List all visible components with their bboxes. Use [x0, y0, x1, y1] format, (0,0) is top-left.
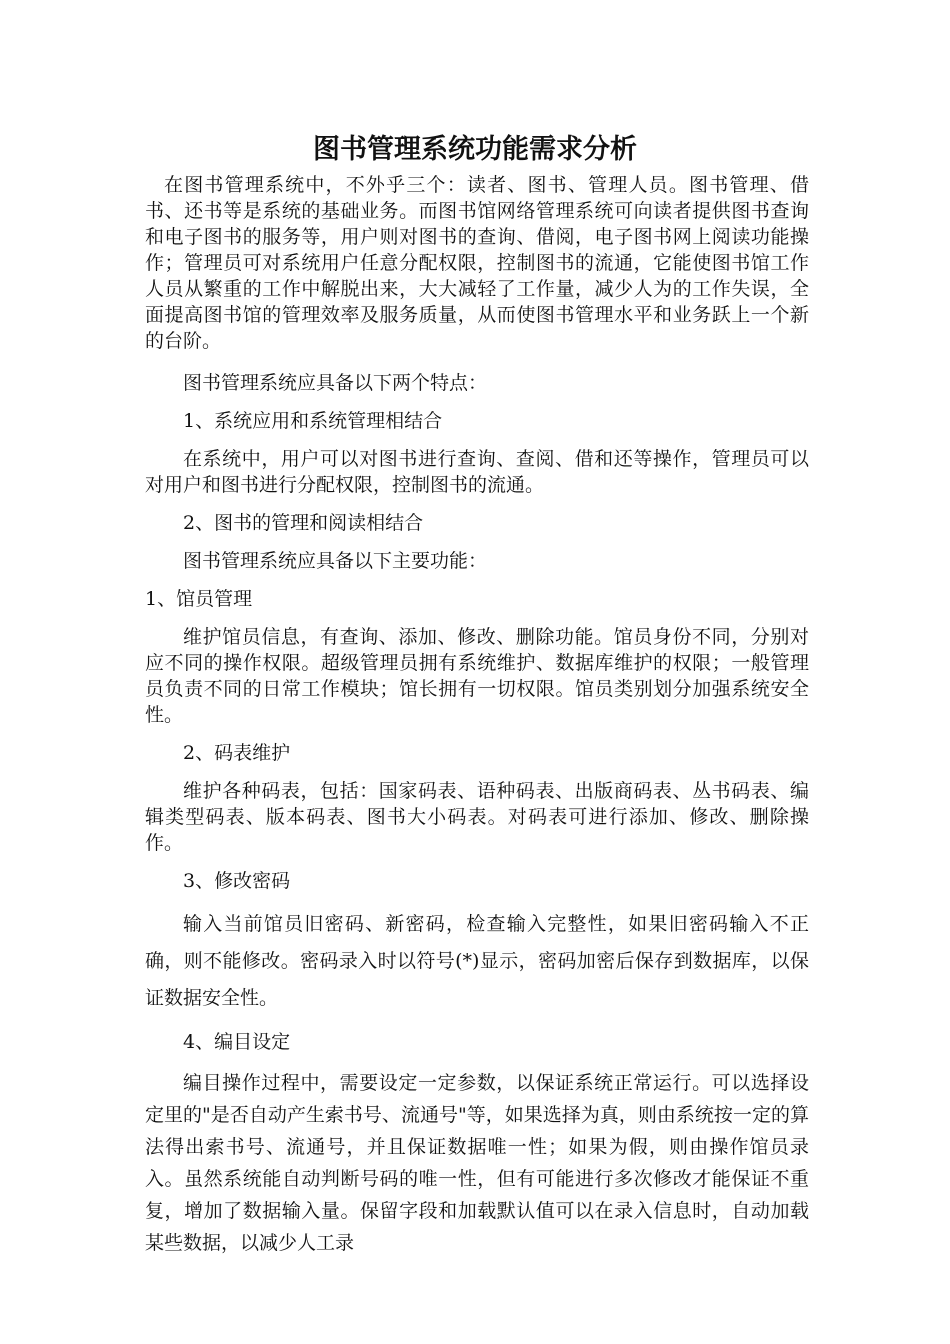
- intro-paragraph: 在图书管理系统中，不外乎三个：读者、图书、管理人员。图书管理、借书、还书等是系统的基础业务。而图书馆网络管理系统可向读者提供图书查询和电子图书的服务等，用户则对图书的查询、借阅，电子图书网上阅读功能操作；管理员可对系统用户任意分配权限，控制图书的流通，它能使图书馆工作人员从繁重的工作中解脱出来，大大减轻了工作量，减少人为的工作失误，全面提高图书馆的管理效率及服务质量，从而使图书管理水平和业务跃上一个新的台阶。: [145, 174, 809, 352]
- function-4-paragraph: 编目操作过程中，需要设定一定参数，以保证系统正常运行。可以选择设定里的"是否自动产生索书号、流通号"等，如果选择为真，则由系统按一定的算法得出索书号、流通号，并且保证数据唯一性；如果为假，则由操作馆员录入。虽然系统能自动判断号码的唯一性，但有可能进行多次修改才能保证不重复，增加了数据输入量。保留字段和加载默认值可以在录入信息时，自动加载某些数据，以减少人工录: [145, 1072, 809, 1254]
- function-3-heading: 3、修改密码: [183, 870, 291, 892]
- feature-2-heading: 2、图书的管理和阅读相结合: [183, 512, 424, 534]
- function-3-paragraph: 输入当前馆员旧密码、新密码，检查输入完整性，如果旧密码输入不正确，则不能修改。密码录入时以符号(*)显示，密码加密后保存到数据库，以保证数据安全性。: [145, 913, 809, 1009]
- document-body: [145, 172, 809, 1259]
- function-1-paragraph: 维护馆员信息，有查询、添加、修改、删除功能。馆员身份不同，分别对应不同的操作权限。超级管理员拥有系统维护、数据库维护的权限；一般管理员负责不同的日常工作模块；馆长拥有一切权限。馆员类别划分加强系统安全性。: [145, 626, 809, 726]
- features-heading: 图书管理系统应具备以下两个特点：: [183, 372, 488, 394]
- document-title: 图书管理系统功能需求分析: [313, 134, 637, 165]
- feature-1-heading: 1、系统应用和系统管理相结合: [183, 410, 443, 432]
- feature-1-paragraph: 在系统中，用户可以对图书进行查询、查阅、借和还等操作，管理员可以对用户和图书进行分配权限，控制图书的流通。: [145, 448, 809, 496]
- function-2-paragraph: 维护各种码表，包括：国家码表、语种码表、出版商码表、丛书码表、编辑类型码表、版本码表、图书大小码表。对码表可进行添加、修改、删除操作。: [145, 780, 809, 854]
- function-1-heading: 1、馆员管理: [145, 588, 253, 610]
- function-2-heading: 2、码表维护: [183, 742, 291, 764]
- functions-heading: 图书管理系统应具备以下主要功能：: [183, 550, 488, 572]
- function-4-heading: 4、编目设定: [183, 1031, 291, 1053]
